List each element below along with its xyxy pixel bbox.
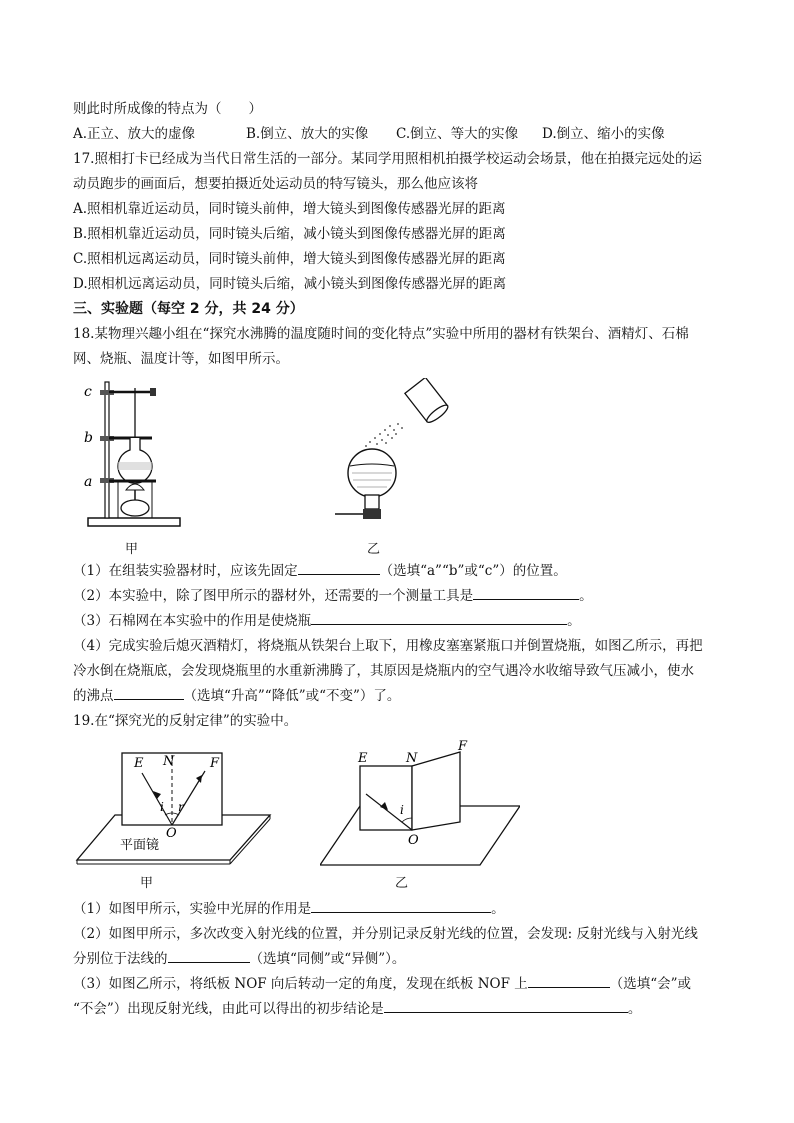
q18-part3-text-a: （3）石棉网在本实验中的作用是使烧瓶 bbox=[73, 613, 312, 629]
q19-part3-line1 bbox=[73, 975, 691, 993]
angle-i-label: i bbox=[160, 800, 164, 814]
q16-option-d: D.倒立、缩小的实像 bbox=[542, 126, 665, 142]
section-title: 三、实验题（每空 2 分，共 24 分） bbox=[73, 301, 304, 317]
q17-option-a: A.照相机靠近运动员，同时镜头前伸，增大镜头到图像传感器光屏的距离 bbox=[73, 201, 506, 217]
q19-part3-text-d: 。 bbox=[627, 1001, 642, 1017]
angle-r-label: r bbox=[178, 800, 184, 814]
q18-part4-text-b: （选填“升高”“降低”或“不变”）了。 bbox=[183, 688, 401, 704]
q18-fig-left-label: 甲 bbox=[125, 542, 139, 557]
point-o-label-2: O bbox=[408, 833, 419, 848]
q18-stem-line1: 18.某物理兴趣小组在“探究水沸腾的温度随时间的变化特点”实验中所用的器材有铁架台、酒精灯、石棉 bbox=[73, 326, 689, 342]
q18-part3-blank[interactable] bbox=[311, 612, 567, 625]
q17-option-c: C.照相机远离运动员，同时镜头前伸，增大镜头到图像传感器光屏的距离 bbox=[73, 251, 506, 267]
q19-part2-line2 bbox=[73, 950, 405, 968]
q19-stem: 19.在“探究光的反射定律”的实验中。 bbox=[73, 713, 298, 729]
q16-option-a: A.正立、放大的虚像 bbox=[73, 126, 196, 142]
point-f-label-2: F bbox=[458, 740, 468, 754]
q19-fig-right-label: 乙 bbox=[395, 876, 409, 891]
reflection-fig-yi bbox=[320, 740, 520, 870]
q18-part1-text-a: （1）在组装实验器材时，应该先固定 bbox=[73, 563, 298, 579]
q19-part1-blank[interactable] bbox=[311, 900, 491, 913]
point-n-label: N bbox=[163, 754, 175, 769]
q18-part1-text-b: （选填“a”“b”或“c”）的位置。 bbox=[379, 563, 567, 579]
angle-i-label-2: i bbox=[400, 803, 404, 817]
q17-option-b: B.照相机靠近运动员，同时镜头后缩，减小镜头到图像传感器光屏的距离 bbox=[73, 226, 506, 242]
reflection-fig-jia bbox=[75, 745, 275, 870]
q18-part3 bbox=[73, 612, 581, 630]
q16-stem-tail: 则此时所成像的特点为（ ） bbox=[73, 101, 262, 117]
stand-label-a: a bbox=[84, 474, 93, 490]
inverted-flask-figure bbox=[330, 378, 450, 534]
point-f-label: F bbox=[210, 756, 220, 771]
q16-option-b: B.倒立、放大的实像 bbox=[246, 126, 369, 142]
stand-label-c: c bbox=[84, 384, 92, 400]
point-e-label: E bbox=[134, 756, 144, 771]
q17-stem-line1: 17.照相打卡已经成为当代日常生活的一部分。某同学用照相机拍摄学校运动会场景，他在拍摄完远处的运 bbox=[73, 151, 702, 167]
q16-option-c: C.倒立、等大的实像 bbox=[396, 126, 519, 142]
q19-part3-blank-2[interactable] bbox=[384, 1000, 628, 1013]
q18-part2 bbox=[73, 587, 593, 605]
q19-part2-line1: （2）如图甲所示，多次改变入射光线的位置，并分别记录反射光线的位置，会发现: 反射光线与入射光线 bbox=[73, 926, 698, 942]
q19-part2-blank[interactable] bbox=[168, 950, 250, 963]
q19-part1-text-b: 。 bbox=[491, 901, 505, 917]
point-n-label-2: N bbox=[406, 751, 418, 766]
q18-part4-line2: 冷水倒在烧瓶底，会发现烧瓶里的水重新沸腾了，其原因是烧瓶内的空气遇冷水收缩导致气压减小，使水 bbox=[73, 663, 694, 679]
q18-part4-line1: （4）完成实验后熄灭酒精灯，将烧瓶从铁架台上取下，用橡皮塞塞紧瓶口并倒置烧瓶，如图乙所示，再把 bbox=[73, 638, 703, 654]
q19-part1-text-a: （1）如图甲所示，实验中光屏的作用是 bbox=[73, 901, 312, 917]
q17-stem-line2: 动员跑步的画面后，想要拍摄近处运动员的特写镜头，那么他应该将 bbox=[73, 176, 478, 192]
q19-part3-text-a: （3）如图乙所示，将纸板 NOF 向后转动一定的角度，发现在纸板 NOF 上 bbox=[73, 976, 528, 992]
q18-part1-blank[interactable] bbox=[298, 562, 380, 575]
q18-fig-right-label: 乙 bbox=[367, 542, 381, 557]
q18-part4-blank[interactable] bbox=[114, 687, 184, 700]
point-o-label: O bbox=[166, 826, 177, 841]
q19-part1 bbox=[73, 900, 505, 918]
q18-part4-line3 bbox=[73, 687, 400, 705]
iron-stand-figure bbox=[80, 378, 190, 534]
q16-options bbox=[73, 125, 665, 143]
q18-part2-blank[interactable] bbox=[473, 587, 579, 600]
q18-part2-text-b: 。 bbox=[579, 588, 593, 604]
q18-part3-text-b: 。 bbox=[567, 613, 581, 629]
q18-part4-text-a: 的沸点 bbox=[73, 688, 114, 704]
q19-part3-blank-1[interactable] bbox=[528, 975, 610, 988]
q19-part2-text-a: 分别位于法线的 bbox=[73, 951, 168, 967]
q18-part1 bbox=[73, 562, 567, 580]
stand-label-b: b bbox=[84, 430, 93, 446]
q19-part3-text-c: “不会”）出现反射光线，由此可以得出的初步结论是 bbox=[73, 1001, 384, 1017]
q19-fig-left-label: 甲 bbox=[140, 876, 154, 891]
mirror-label: 平面镜 bbox=[120, 838, 160, 853]
q19-part3-line2 bbox=[73, 1000, 641, 1018]
q18-part2-text-a: （2）本实验中，除了图甲所示的器材外，还需要的一个测量工具是 bbox=[73, 588, 474, 604]
q19-part3-text-b: （选填“会”或 bbox=[609, 976, 692, 992]
point-e-label-2: E bbox=[358, 751, 368, 766]
q17-option-d: D.照相机远离运动员，同时镜头后缩，减小镜头到图像传感器光屏的距离 bbox=[73, 276, 507, 292]
q19-part2-text-b: （选填“同侧”或“异侧”）。 bbox=[249, 951, 406, 967]
q18-stem-line2: 网、烧瓶、温度计等，如图甲所示。 bbox=[73, 351, 289, 367]
